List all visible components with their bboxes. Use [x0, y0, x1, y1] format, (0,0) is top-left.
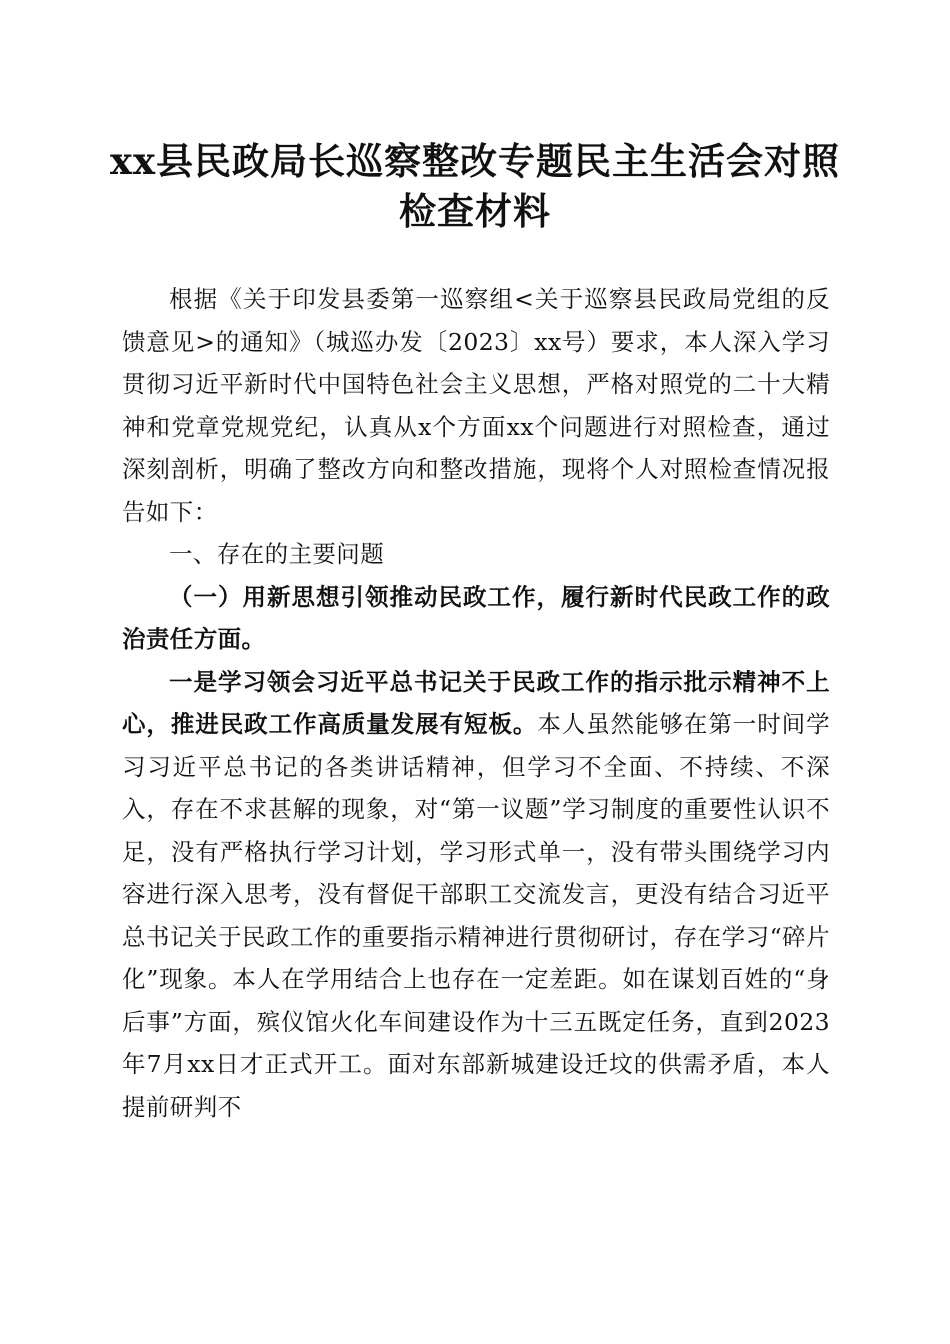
intro-paragraph: 根据《关于印发县委第一巡察组<关于巡察县民政局党组的反馈意见>的通知》（城巡办发〔2023〕xx号）要求，本人深入学习贯彻习近平新时代中国特色社会主义思想，严格对照党的二十大精神和党章党规党纪，认真从x个方面xx个问题进行对照检查，通过深刻剖析，明确了整改方向和整改措施，现将个人对照检查情况报告如下：: [122, 285, 830, 526]
point-paragraph: [122, 661, 830, 1129]
point-body-text: 本人虽然能够在第一时间学习习近平总书记的各类讲话精神，但学习不全面、不持续、不深入，存在不求甚解的现象，对“第一议题”学习制度的重要性认识不足，没有严格执行学习计划，学习形式单一，没有带头围绕学习内容进行深入思考，没有督促干部职工交流发言，更没有结合习近平总书记关于民政工作的重要指示精神进行贯彻研讨，存在学习“碎片化”现象。本人在学用结合上也存在一定差距。如在谋划百姓的“身后事”方面，殡仪馆火化车间建设作为十三五既定任务，直到2023年7月xx日才正式开工。面对东部新城建设迁坟的供需矛盾，本人提前研判不: [122, 710, 830, 1121]
point-lead-sentence: 一是学习领会习近平总书记关于民政工作的指示批示精神不上心，推进民政工作高质量发展有短板。: [122, 667, 830, 738]
title-line-1: xx县民政局长巡察整改专题民主生活会对照: [109, 139, 841, 183]
document-title: [80, 136, 870, 236]
title-line-2: 检查材料: [399, 189, 551, 233]
section-heading: 一、存在的主要问题: [169, 540, 385, 568]
document-body: [122, 278, 830, 1128]
subsection-heading: （一）用新思想引领推动民政工作，履行新时代民政工作的政治责任方面。: [122, 582, 830, 653]
